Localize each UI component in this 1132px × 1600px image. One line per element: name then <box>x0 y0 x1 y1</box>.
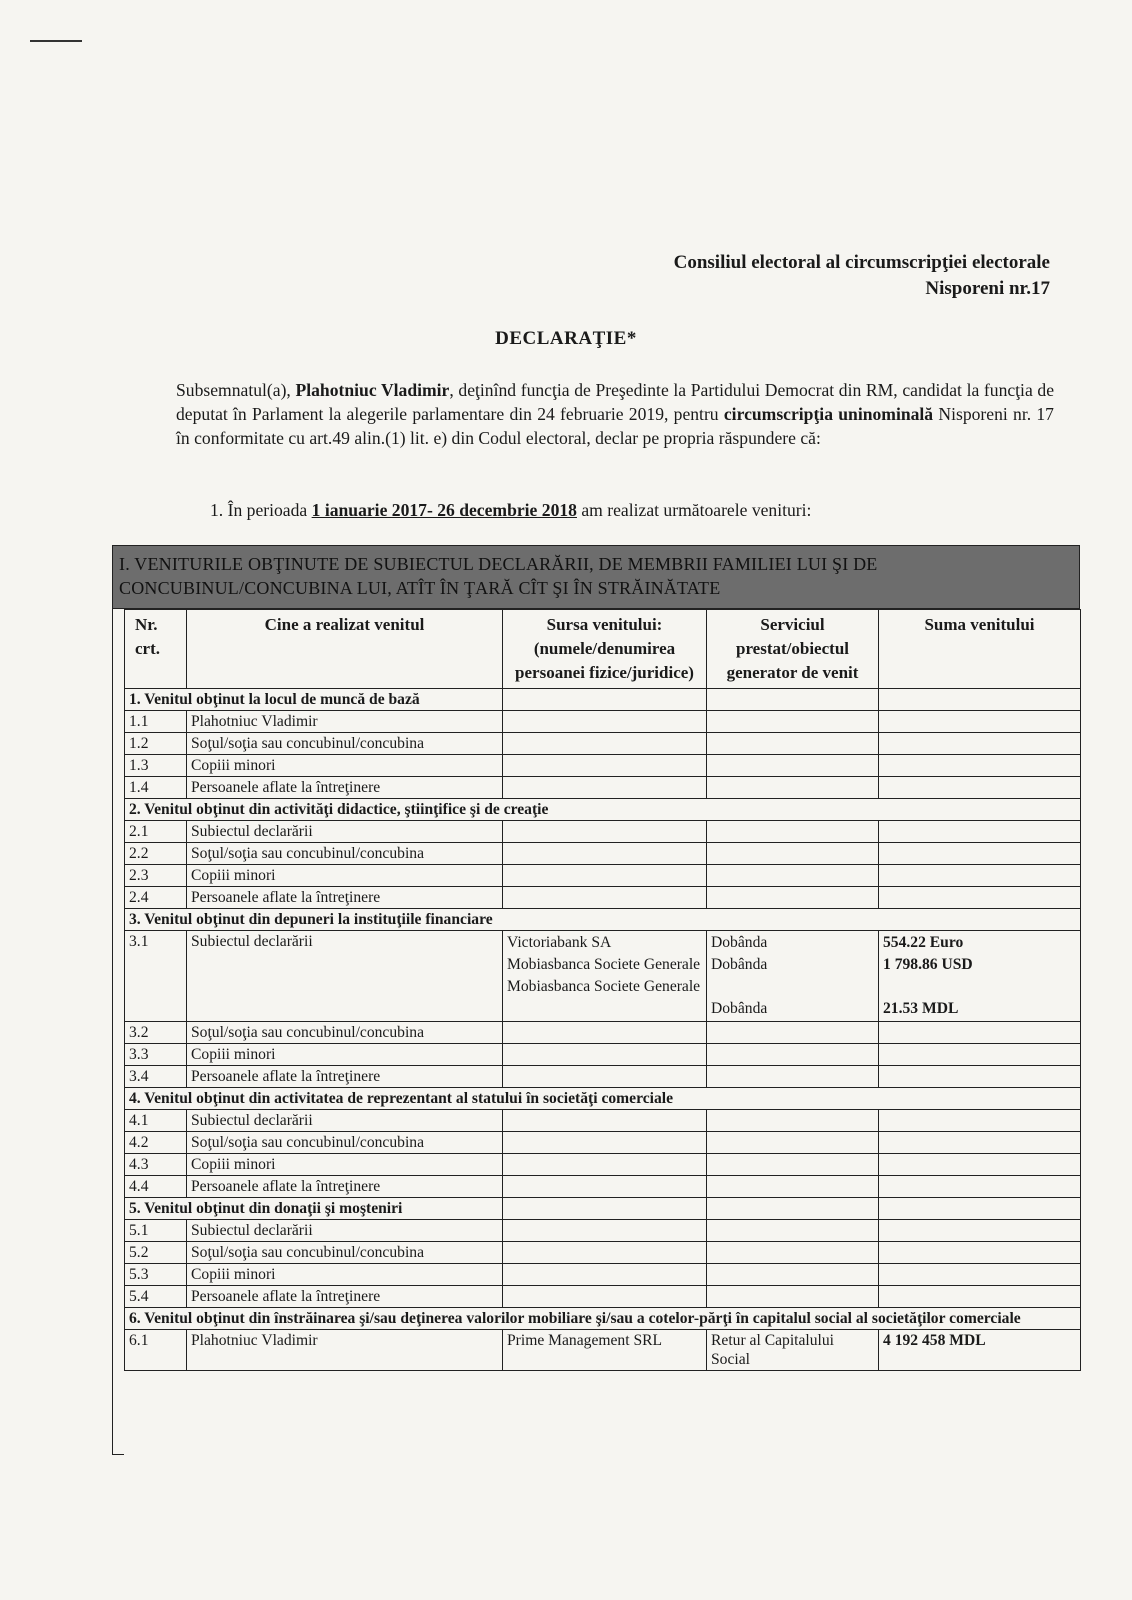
col-header-service: Serviciul prestat/obiectul generator de venit <box>707 610 879 689</box>
table-row <box>125 1154 1081 1176</box>
col-header-amount: Suma venitului <box>879 610 1081 689</box>
row-amounts <box>879 931 1081 1022</box>
row-who: Plahotniuc Vladimir <box>187 711 503 733</box>
table-row <box>125 1330 1081 1371</box>
header-institution-line1: Consiliul electoral al circumscripţiei electorale <box>673 252 1050 273</box>
row-nr: 2.2 <box>125 843 187 865</box>
row-who: Persoanele aflate la întreţinere <box>187 887 503 909</box>
document-header <box>530 250 1050 302</box>
row-who: Persoanele aflate la întreţinere <box>187 1176 503 1198</box>
source-item: Victoriabank SA <box>507 934 612 951</box>
row-who: Copiii minori <box>187 1264 503 1286</box>
table-row <box>125 777 1081 799</box>
category-title: 3. Venitul obţinut din depuneri la instituţiile financiare <box>125 909 1081 931</box>
document-title: DECLARAŢIE* <box>495 328 637 349</box>
row-service: Retur al Capitalului Social <box>707 1330 879 1371</box>
row-nr: 5.1 <box>125 1220 187 1242</box>
row-services <box>707 931 879 1022</box>
table-row <box>125 1220 1081 1242</box>
row-who: Copiii minori <box>187 1044 503 1066</box>
intro-bold-2: circumscripţia uninominală <box>723 404 934 424</box>
section-title: I. VENITURILE OBŢINUTE DE SUBIECTUL DECLARĂRII, DE MEMBRII FAMILIEI LUI ŞI DE CONCUBINUL/CONCUBINA LUI, ATÎT ÎN ŢARĂ CÎT ŞI ÎN STRĂINĂTATE <box>112 545 1080 609</box>
col-header-source: Sursa venitului: (numele/denumirea persoanei fizice/juridice) <box>503 610 707 689</box>
row-nr: 5.3 <box>125 1264 187 1286</box>
source-item: Mobiasbanca Societe Generale <box>507 956 701 973</box>
table-row <box>125 887 1081 909</box>
intro-text-1: Subsemnatul(a), <box>176 380 291 400</box>
amount-item: 21.53 MDL <box>883 1000 959 1017</box>
table-left-margin <box>112 609 124 1455</box>
row-nr: 4.4 <box>125 1176 187 1198</box>
income-table <box>124 609 1081 1371</box>
service-item: Dobânda <box>711 934 768 951</box>
table-row <box>125 843 1081 865</box>
category-row <box>125 689 1081 711</box>
col-header-nr: Nr. crt. <box>125 610 187 689</box>
table-row <box>125 1066 1081 1088</box>
row-nr: 4.3 <box>125 1154 187 1176</box>
table-row <box>125 931 1081 1022</box>
category-row <box>125 1088 1081 1110</box>
row-amount: 4 192 458 MDL <box>879 1330 1081 1371</box>
row-who: Copiii minori <box>187 755 503 777</box>
row-who: Soţul/soţia sau concubinul/concubina <box>187 1132 503 1154</box>
table-row <box>125 1176 1081 1198</box>
row-who: Soţul/soţia sau concubinul/concubina <box>187 733 503 755</box>
category-title: 5. Venitul obţinut din donaţii şi moşteniri <box>125 1198 503 1220</box>
table-row <box>125 1132 1081 1154</box>
row-who: Soţul/soţia sau concubinul/concubina <box>187 1022 503 1044</box>
table-row <box>125 1044 1081 1066</box>
row-nr: 2.1 <box>125 821 187 843</box>
amount-item: 1 798.86 USD <box>883 956 973 973</box>
row-sources <box>503 931 707 1022</box>
col-header-who: Cine a realizat venitul <box>187 610 503 689</box>
source-item: Mobiasbanca Societe Generale <box>507 978 701 995</box>
declarant-name: Plahotniuc Vladimir <box>295 380 450 400</box>
row-who: Subiectul declarării <box>187 1220 503 1242</box>
row-who: Subiectul declarării <box>187 1110 503 1132</box>
intro-text-2: , deţinînd funcţia de Preşedinte la Partidului Democrat din RM, candidat la funcţia de deputat în Parlament la alegerile parlamentare din 24 februarie 2019, pentru <box>176 380 1055 424</box>
period-suffix: am realizat următoarele venituri: <box>581 500 812 520</box>
row-who: Soţul/soţia sau concubinul/concubina <box>187 843 503 865</box>
row-who: Persoanele aflate la întreţinere <box>187 1066 503 1088</box>
row-nr: 1.1 <box>125 711 187 733</box>
category-row <box>125 1198 1081 1220</box>
row-who: Copiii minori <box>187 1154 503 1176</box>
category-row <box>125 1308 1081 1330</box>
service-item: Dobânda <box>711 956 768 973</box>
row-who: Persoanele aflate la întreţinere <box>187 777 503 799</box>
row-nr: 2.3 <box>125 865 187 887</box>
header-institution-line2: Nisporeni nr.17 <box>925 278 1050 299</box>
row-nr: 1.3 <box>125 755 187 777</box>
row-nr: 3.1 <box>125 931 187 1022</box>
table-row <box>125 1286 1081 1308</box>
row-nr: 5.2 <box>125 1242 187 1264</box>
table-row <box>125 1242 1081 1264</box>
service-item: Dobânda <box>711 1000 768 1017</box>
table-row <box>125 1110 1081 1132</box>
period-line <box>210 500 811 521</box>
table-row <box>125 733 1081 755</box>
category-title: 4. Venitul obţinut din activitatea de reprezentant al statului în societăţi comerciale <box>125 1088 1081 1110</box>
row-nr: 3.2 <box>125 1022 187 1044</box>
row-who: Subiectul declarării <box>187 931 503 1022</box>
table-row <box>125 711 1081 733</box>
intro-paragraph <box>176 378 1054 450</box>
intro-text-3: Nisporeni nr. 17 în conformitate cu art.49 alin.(1) lit. e) din Codul electoral, declar pe propria răspundere că: <box>176 404 1054 448</box>
row-who: Soţul/soţia sau concubinul/concubina <box>187 1242 503 1264</box>
table-row <box>125 1022 1081 1044</box>
category-row <box>125 909 1081 931</box>
category-title: 1. Venitul obţinut la locul de muncă de bază <box>125 689 503 711</box>
scan-mark <box>30 40 82 42</box>
row-who: Copiii minori <box>187 865 503 887</box>
row-nr: 1.4 <box>125 777 187 799</box>
row-who: Persoanele aflate la întreţinere <box>187 1286 503 1308</box>
amount-item: 554.22 Euro <box>883 934 964 951</box>
table-row <box>125 1264 1081 1286</box>
row-nr: 3.3 <box>125 1044 187 1066</box>
category-row <box>125 799 1081 821</box>
row-nr: 4.2 <box>125 1132 187 1154</box>
category-title: 2. Venitul obţinut din activităţi didactice, ştiinţifice şi de creaţie <box>125 799 1081 821</box>
category-title: 6. Venitul obţinut din înstrăinarea şi/sau deţinerea valorilor mobiliare şi/sau a cotelor-părţi în capitalul social al societăţilor comerciale <box>125 1308 1081 1330</box>
table-header-row <box>125 610 1081 689</box>
row-nr: 1.2 <box>125 733 187 755</box>
row-nr: 6.1 <box>125 1330 187 1371</box>
row-nr: 5.4 <box>125 1286 187 1308</box>
period-prefix: 1. În perioada <box>210 500 308 520</box>
row-who: Subiectul declarării <box>187 821 503 843</box>
table-row <box>125 865 1081 887</box>
table-row <box>125 821 1081 843</box>
period-range: 1 ianuarie 2017- 26 decembrie 2018 <box>311 500 577 520</box>
row-who: Plahotniuc Vladimir <box>187 1330 503 1371</box>
row-nr: 2.4 <box>125 887 187 909</box>
row-nr: 3.4 <box>125 1066 187 1088</box>
table-row <box>125 755 1081 777</box>
row-nr: 4.1 <box>125 1110 187 1132</box>
row-source: Prime Management SRL <box>503 1330 707 1371</box>
